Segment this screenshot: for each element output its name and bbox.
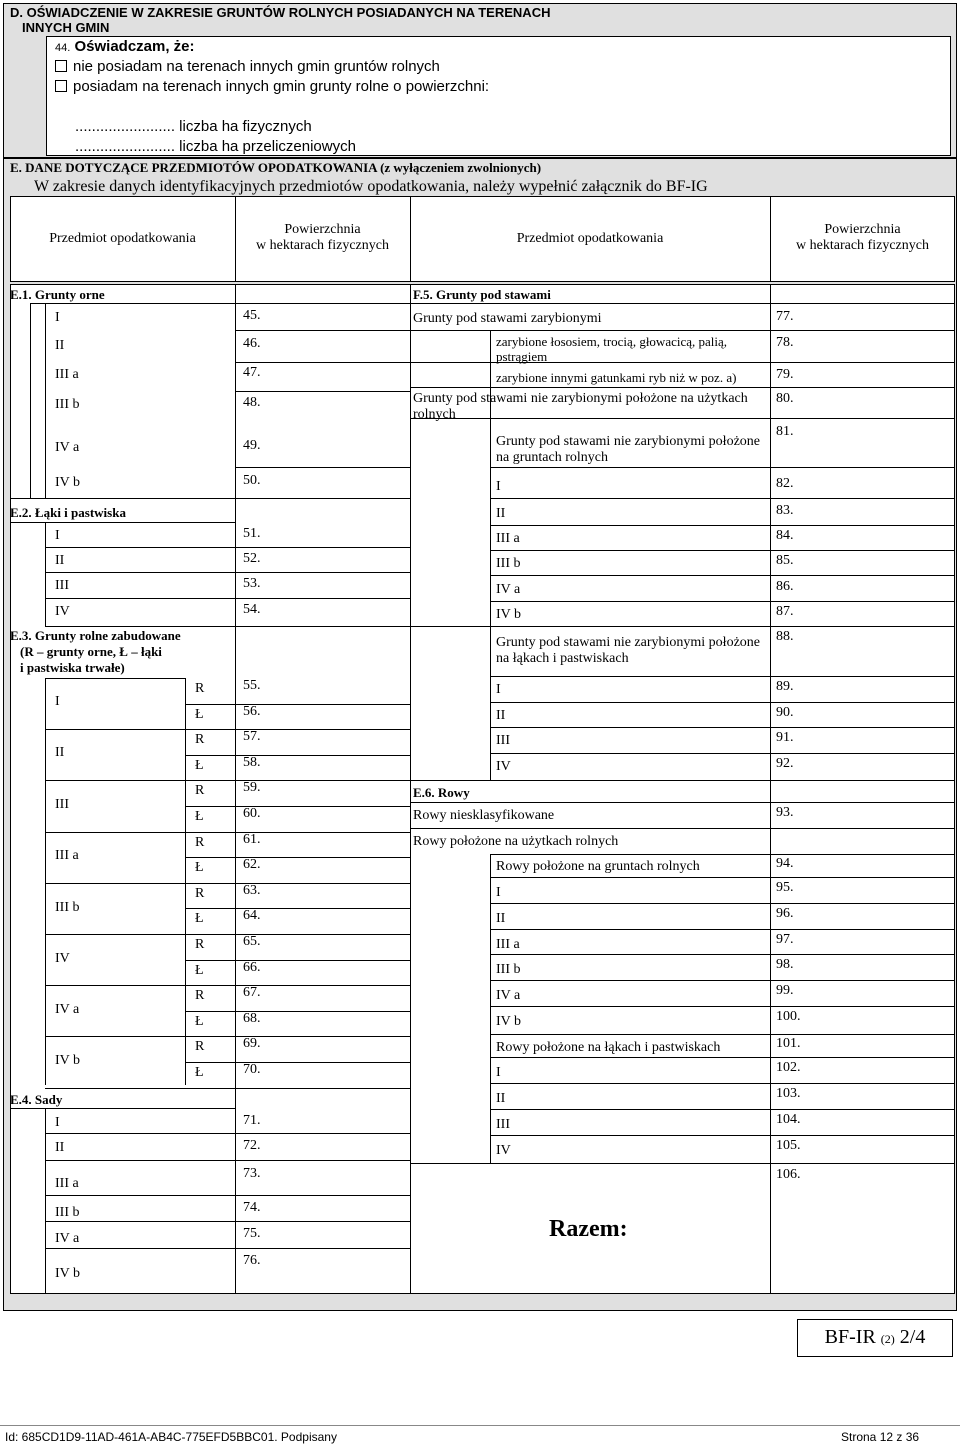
field-94[interactable]: 94. <box>776 856 794 871</box>
ha-physical-line[interactable]: ........................ liczba ha fizycznych <box>75 118 312 135</box>
f5-zarybionymi: Grunty pod stawami zarybionymi <box>413 311 602 326</box>
field-80[interactable]: 80. <box>776 391 794 406</box>
field-44 <box>55 38 195 57</box>
field-number: 44. <box>55 42 71 54</box>
e4-title: E.4. Sady <box>10 1092 63 1107</box>
e3-l-label: Ł <box>195 911 204 927</box>
option-no-land-label: nie posiadam na terenach innych gmin gruntów rolnych <box>73 58 440 75</box>
e3-l-label: Ł <box>195 1065 204 1080</box>
pond-meadow-class-label: I <box>496 682 501 697</box>
field-61[interactable]: 61. <box>243 831 261 847</box>
pond-class-label: II <box>496 506 506 521</box>
e3-l-label: Ł <box>195 706 204 722</box>
col-header-pow-line1: Powierzchnia <box>824 222 901 237</box>
field-70[interactable]: 70. <box>243 1062 261 1077</box>
field-92[interactable]: 92. <box>776 756 794 771</box>
f5-laki <box>496 635 766 667</box>
e1-row-label: IV b <box>55 475 81 490</box>
field-51[interactable]: 51. <box>243 526 261 541</box>
e6-rowy-grunty: Rowy położone na gruntach rolnych <box>496 859 700 874</box>
ha-converted-line[interactable]: ........................ liczba ha przeliczeniowych <box>75 138 356 155</box>
e3-r-label: R <box>195 988 205 1004</box>
field-54[interactable]: 54. <box>243 602 261 617</box>
declare-label: Oświadczam, że: <box>74 38 195 55</box>
e3-class-label: III b <box>55 900 80 915</box>
form-id-page: 2/4 <box>899 1326 926 1348</box>
option-has-land-label: posiadam na terenach innych gmin grunty rolne o powierzchni: <box>73 78 490 95</box>
field-46[interactable]: 46. <box>243 336 261 351</box>
checkbox-icon[interactable] <box>55 80 67 92</box>
e4-row-label: III b <box>55 1205 80 1220</box>
col-header-pow-right <box>770 222 955 254</box>
f5-niezaryb-uzytki-line1: Grunty pod stawami nie zarybionymi położone na użytkach <box>413 391 748 406</box>
col-header-przedmiot-right: Przedmiot opodatkowania <box>516 231 664 246</box>
field-67[interactable]: 67. <box>243 985 261 1001</box>
f5-lososiem <box>496 334 766 364</box>
field-65[interactable]: 65. <box>243 934 261 949</box>
field-73[interactable]: 73. <box>243 1166 261 1181</box>
field-56[interactable]: 56. <box>243 703 261 719</box>
e3-title-2: (R – grunty orne, Ł – łąki <box>20 644 162 659</box>
field-71[interactable]: 71. <box>243 1113 261 1128</box>
col-header-pow-line2: w hektarach fizycznych <box>256 238 389 253</box>
col-header-przedmiot-left: Przedmiot opodatkowania <box>49 231 196 246</box>
ditch-meadow-class-label: I <box>496 1065 501 1080</box>
f5-niezaryb-grunty <box>496 434 766 466</box>
field-69[interactable]: 69. <box>243 1036 261 1052</box>
field-50[interactable]: 50. <box>243 473 261 488</box>
ditch-class-label: IV b <box>496 1014 522 1029</box>
f5-lososiem-line1: zarybione łososiem, trocią, głowacicą, palią, <box>496 334 728 349</box>
field-104[interactable]: 104. <box>776 1112 801 1127</box>
field-57[interactable]: 57. <box>243 729 261 745</box>
main-table <box>10 284 955 1294</box>
field-64[interactable]: 64. <box>243 908 261 924</box>
field-99[interactable]: 99. <box>776 983 794 998</box>
field-102[interactable]: 102. <box>776 1060 801 1075</box>
field-77[interactable]: 77. <box>776 309 794 324</box>
option-has-land[interactable] <box>55 78 489 95</box>
f5-title: F.5. Grunty pod stawami <box>413 287 551 302</box>
e6-rowy-laki: Rowy położone na łąkach i pastwiskach <box>496 1040 721 1055</box>
section-e-note: W zakresie danych identyfikacyjnych przedmiotów opodatkowania, należy wypełnić załącznik do BF-IG <box>34 178 708 195</box>
f5-niezaryb-uzytki-line2: rolnych <box>413 407 456 422</box>
field-49[interactable]: 49. <box>243 438 261 453</box>
e1-row-label: IV a <box>55 440 80 455</box>
e3-r-label: R <box>195 1039 205 1055</box>
field-82[interactable]: 82. <box>776 476 794 491</box>
e3-r-label: R <box>195 732 205 748</box>
option-no-land[interactable] <box>55 58 440 75</box>
ditch-class-label: II <box>496 911 506 926</box>
ditch-class-label: III b <box>496 962 521 977</box>
footer-id: Id: 685CD1D9-11AD-461A-AB4C-775EFD5BBC01. Podpisany <box>5 1430 337 1444</box>
e2-row-label: IV <box>55 604 70 619</box>
f5-lososiem-line2: pstrągiem <box>496 349 548 364</box>
checkbox-icon[interactable] <box>55 60 67 72</box>
e3-class-label: IV <box>55 951 70 966</box>
e2-row-label: I <box>55 528 60 543</box>
field-48[interactable]: 48. <box>243 395 261 410</box>
form-id-sub: (2) <box>880 1332 895 1346</box>
e3-class-label: III <box>55 797 69 812</box>
field-101[interactable]: 101. <box>776 1036 801 1051</box>
e2-title: E.2. Łąki i pastwiska <box>10 505 126 520</box>
e3-r-label: R <box>195 834 205 850</box>
e3-title-3: i pastwiska trwałe) <box>20 660 125 675</box>
f5-laki-line2: na łąkach i pastwiskach <box>496 651 629 666</box>
col-header-pow-line1: Powierzchnia <box>284 222 361 237</box>
f5-laki-line1: Grunty pod stawami nie zarybionymi położone <box>496 635 760 650</box>
pond-class-label: III b <box>496 556 521 571</box>
field-53[interactable]: 53. <box>243 576 261 591</box>
e6-title: E.6. Rowy <box>413 785 470 800</box>
e3-title-1: E.3. Grunty rolne zabudowane <box>10 628 181 643</box>
f5-niezaryb-grunty-line2: na gruntach rolnych <box>496 450 608 465</box>
e3-class-label: IV b <box>55 1053 81 1068</box>
e6-niesklasyf: Rowy niesklasyfikowane <box>413 808 555 823</box>
e1-title: E.1. Grunty orne <box>10 287 105 302</box>
e3-class-label: II <box>55 745 65 760</box>
pond-class-label: III a <box>496 531 520 546</box>
e3-r-label: R <box>195 937 205 952</box>
field-90[interactable]: 90. <box>776 705 794 720</box>
section-e-title <box>10 160 541 175</box>
e3-class-label: I <box>55 694 60 709</box>
field-98[interactable]: 98. <box>776 957 794 972</box>
e3-r-label: R <box>195 783 205 799</box>
e3-l-label: Ł <box>195 757 204 773</box>
field-55[interactable]: 55. <box>243 678 261 693</box>
ditch-meadow-class-label: IV <box>496 1143 511 1158</box>
field-68[interactable]: 68. <box>243 1010 261 1026</box>
pond-meadow-class-label: II <box>496 708 506 723</box>
e4-row-label: IV a <box>55 1231 80 1246</box>
field-59[interactable]: 59. <box>243 780 261 796</box>
field-76[interactable]: 76. <box>243 1253 261 1268</box>
e3-l-label: Ł <box>195 860 204 876</box>
section-d-title-line2: INNYCH GMIN <box>22 20 110 35</box>
field-75[interactable]: 75. <box>243 1226 261 1241</box>
e1-row-label: II <box>55 338 65 353</box>
pond-class-label: I <box>496 479 501 494</box>
field-85[interactable]: 85. <box>776 553 794 568</box>
field-95[interactable]: 95. <box>776 880 794 895</box>
field-66[interactable]: 66. <box>243 959 261 975</box>
field-79[interactable]: 79. <box>776 367 794 382</box>
ditch-meadow-class-label: III <box>496 1117 510 1132</box>
field-72[interactable]: 72. <box>243 1138 261 1153</box>
total-label: Razem: <box>549 1216 628 1242</box>
field-47[interactable]: 47. <box>243 365 261 380</box>
e2-row-label: III <box>55 578 69 593</box>
e3-l-label: Ł <box>195 962 204 978</box>
field-96[interactable]: 96. <box>776 906 794 921</box>
section-e-title-main: E. DANE DOTYCZĄCE PRZEDMIOTÓW OPODATKOWANIA <box>10 160 377 175</box>
e4-row-label: IV b <box>55 1266 81 1281</box>
e3-r-label: R <box>195 681 205 696</box>
field-58[interactable]: 58. <box>243 754 261 770</box>
ditch-class-label: III a <box>496 937 520 952</box>
field-78[interactable]: 78. <box>776 335 794 350</box>
field-88[interactable]: 88. <box>776 629 794 644</box>
ditch-meadow-class-label: II <box>496 1091 506 1106</box>
e3-class-label: III a <box>55 848 79 863</box>
field-63[interactable]: 63. <box>243 882 261 898</box>
pond-class-label: IV a <box>496 582 521 597</box>
field-93[interactable]: 93. <box>776 805 794 820</box>
e3-class-label: IV a <box>55 1002 80 1017</box>
col-header-pow-left <box>235 222 410 254</box>
pond-meadow-class-label: IV <box>496 759 511 774</box>
e2-row-label: II <box>55 553 65 568</box>
ditch-class-label: I <box>496 885 501 900</box>
pond-class-label: IV b <box>496 607 522 622</box>
field-89[interactable]: 89. <box>776 679 794 694</box>
field-84[interactable]: 84. <box>776 528 794 543</box>
e3-l-label: Ł <box>195 1013 204 1029</box>
ditch-class-label: IV a <box>496 988 521 1003</box>
e1-row-label: III a <box>55 367 79 382</box>
field-105[interactable]: 105. <box>776 1138 801 1153</box>
col-header-pow-line2: w hektarach fizycznych <box>796 238 929 253</box>
field-60[interactable]: 60. <box>243 806 261 821</box>
e1-row-label: I <box>55 310 60 325</box>
field-74[interactable]: 74. <box>243 1200 261 1215</box>
field-91[interactable]: 91. <box>776 730 794 745</box>
field-103[interactable]: 103. <box>776 1086 801 1101</box>
field-52[interactable]: 52. <box>243 551 261 566</box>
form-id-main: BF-IR <box>824 1326 876 1348</box>
e3-r-label: R <box>195 885 205 901</box>
e6-rowy-uzytki: Rowy położone na użytkach rolnych <box>413 834 619 849</box>
e1-row-label: III b <box>55 397 80 412</box>
field-100[interactable]: 100. <box>776 1009 801 1024</box>
section-e-title-suffix: (z wyłączeniem zwolnionych) <box>376 160 542 175</box>
f5-innymi: zarybione innymi gatunkami ryb niż w poz. a) <box>496 370 737 385</box>
field-97[interactable]: 97. <box>776 932 794 947</box>
e4-row-label: III a <box>55 1176 79 1191</box>
e3-l-label: Ł <box>195 809 204 824</box>
field-86[interactable]: 86. <box>776 579 794 594</box>
field-83[interactable]: 83. <box>776 503 794 518</box>
pond-meadow-class-label: III <box>496 733 510 748</box>
field-62[interactable]: 62. <box>243 857 261 873</box>
f5-niezaryb-grunty-line1: Grunty pod stawami nie zarybionymi położone <box>496 434 760 449</box>
footer-page: Strona 12 z 36 <box>841 1430 920 1444</box>
field-81[interactable]: 81. <box>776 424 794 439</box>
field-45[interactable]: 45. <box>243 308 261 323</box>
form-id <box>797 1325 953 1351</box>
section-d-title: D. OŚWIADCZENIE W ZAKRESIE GRUNTÓW ROLNYCH POSIADANYCH NA TERENACH <box>10 5 551 20</box>
e4-row-label: I <box>55 1115 60 1130</box>
field-87[interactable]: 87. <box>776 604 794 619</box>
e4-row-label: II <box>55 1140 65 1155</box>
field-106[interactable]: 106. <box>776 1167 801 1182</box>
